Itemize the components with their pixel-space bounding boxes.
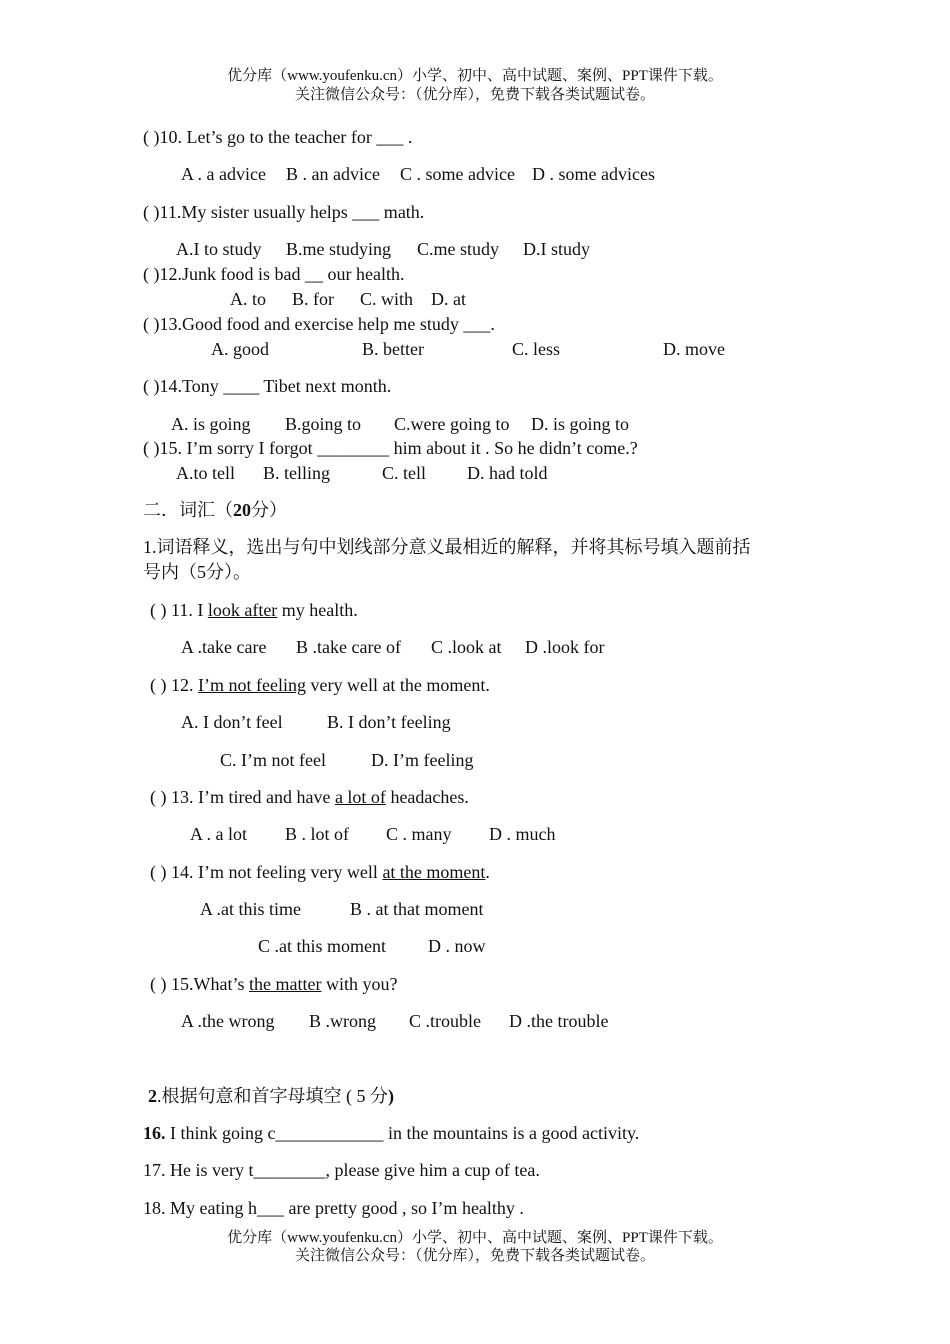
question-10-stem: ( )10. Let’s go to the teacher for ___ . <box>143 127 413 147</box>
vocab-question-14: ( ) 14. I’m not feeling very well at the moment. <box>150 862 490 882</box>
question-13-option-b: B. better <box>362 339 424 359</box>
question-12-option-c: C. with <box>360 289 414 309</box>
vocab-15-option-d: D .the trouble <box>509 1011 609 1031</box>
vocab-12-option-a: A. I don’t feel <box>181 712 283 732</box>
subsection-1-instructions-line-1: 1.词语释义，选出与句中划线部分意义最相近的解释，并将其标号填入题前括 <box>143 537 751 557</box>
section-2-title: 二．词汇（20分） <box>143 500 287 520</box>
vocab-12-option-b: B. I don’t feeling <box>327 712 451 732</box>
vocab-14-option-d: D . now <box>428 936 486 956</box>
question-14-option-b: B.going to <box>285 414 362 434</box>
vocab-13-option-a: A . a lot <box>190 824 247 844</box>
vocab-11-option-c: C .look at <box>431 637 502 657</box>
question-11-stem: ( )11.My sister usually helps ___ math. <box>143 202 425 222</box>
footer-line-1: 优分库（www.youfenku.cn）小学、初中、高中试题、案例、PPT课件下载。 <box>227 1230 723 1246</box>
fill-question-18: 18. My eating h___ are pretty good , so I’m healthy . <box>143 1198 524 1218</box>
question-15-stem: ( )15. I’m sorry I forgot ________ him about it . So he didn’t come.? <box>143 438 638 458</box>
vocab-12-option-d: D. I’m feeling <box>371 750 474 770</box>
question-12-option-d: D. at <box>431 289 466 309</box>
question-12-option-b: B. for <box>292 289 334 309</box>
vocab-11-option-a: A .take care <box>181 637 267 657</box>
fill-question-16: 16. I think going c____________ in the mountains is a good activity. <box>143 1123 640 1143</box>
question-10-option-c: C . some advice <box>400 164 515 184</box>
vocab-question-13: ( ) 13. I’m tired and have a lot of headaches. <box>150 787 469 807</box>
vocab-15-option-c: C .trouble <box>409 1011 481 1031</box>
question-13-option-d: D. move <box>663 339 725 359</box>
question-14-option-d: D. is going to <box>531 414 630 434</box>
question-14-stem: ( )14.Tony ____ Tibet next month. <box>143 376 392 396</box>
vocab-14-option-c: C .at this moment <box>258 936 386 956</box>
question-11-option-c: C.me study <box>417 239 500 259</box>
header-line-1: 优分库（www.youfenku.cn）小学、初中、高中试题、案例、PPT课件下载。 <box>227 68 723 84</box>
question-13-option-a: A. good <box>211 339 269 359</box>
question-10-option-d: D . some advices <box>532 164 655 184</box>
vocab-11-option-d: D .look for <box>525 637 605 657</box>
vocab-14-option-b: B . at that moment <box>350 899 484 919</box>
question-14-option-a: A. is going <box>171 414 251 434</box>
vocab-14-option-a: A .at this time <box>200 899 301 919</box>
question-15-option-b: B. telling <box>263 463 330 483</box>
vocab-12-option-c: C. I’m not feel <box>220 750 326 770</box>
question-10-option-b: B . an advice <box>286 164 380 184</box>
question-12-option-a: A. to <box>230 289 266 309</box>
question-13-option-c: C. less <box>512 339 561 359</box>
question-13-stem: ( )13.Good food and exercise help me study ___. <box>143 314 495 334</box>
question-11-option-b: B.me studying <box>286 239 392 259</box>
vocab-15-option-a: A .the wrong <box>181 1011 275 1031</box>
vocab-13-option-d: D . much <box>489 824 556 844</box>
subsection-1-instructions-line-2: 号内（5分）。 <box>143 562 251 582</box>
vocab-question-11: ( ) 11. I look after my health. <box>150 600 358 620</box>
question-11-option-d: D.I study <box>523 239 590 259</box>
question-15-option-a: A.to tell <box>176 463 235 483</box>
vocab-13-option-b: B . lot of <box>285 824 350 844</box>
question-12-stem: ( )12.Junk food is bad __ our health. <box>143 264 405 284</box>
header-line-2: 关注微信公众号：（优分库），免费下载各类试题试卷。 <box>294 87 655 103</box>
question-15-option-c: C. tell <box>382 463 426 483</box>
question-15-option-d: D. had told <box>467 463 548 483</box>
vocab-question-15: ( ) 15.What’s the matter with you? <box>150 974 398 994</box>
question-11-option-a: A.I to study <box>176 239 262 259</box>
question-10-option-a: A . a advice <box>181 164 266 184</box>
vocab-question-12: ( ) 12. I’m not feeling very well at the moment. <box>150 675 490 695</box>
fill-question-17: 17. He is very t________, please give him a cup of tea. <box>143 1160 540 1180</box>
footer-line-2: 关注微信公众号：（优分库），免费下载各类试题试卷。 <box>294 1248 655 1264</box>
vocab-13-option-c: C . many <box>386 824 452 844</box>
vocab-15-option-b: B .wrong <box>309 1011 376 1031</box>
question-14-option-c: C.were going to <box>394 414 510 434</box>
vocab-11-option-b: B .take care of <box>296 637 401 657</box>
subsection-2-title: 2.根据句意和首字母填空 ( 5 分) <box>148 1086 394 1106</box>
